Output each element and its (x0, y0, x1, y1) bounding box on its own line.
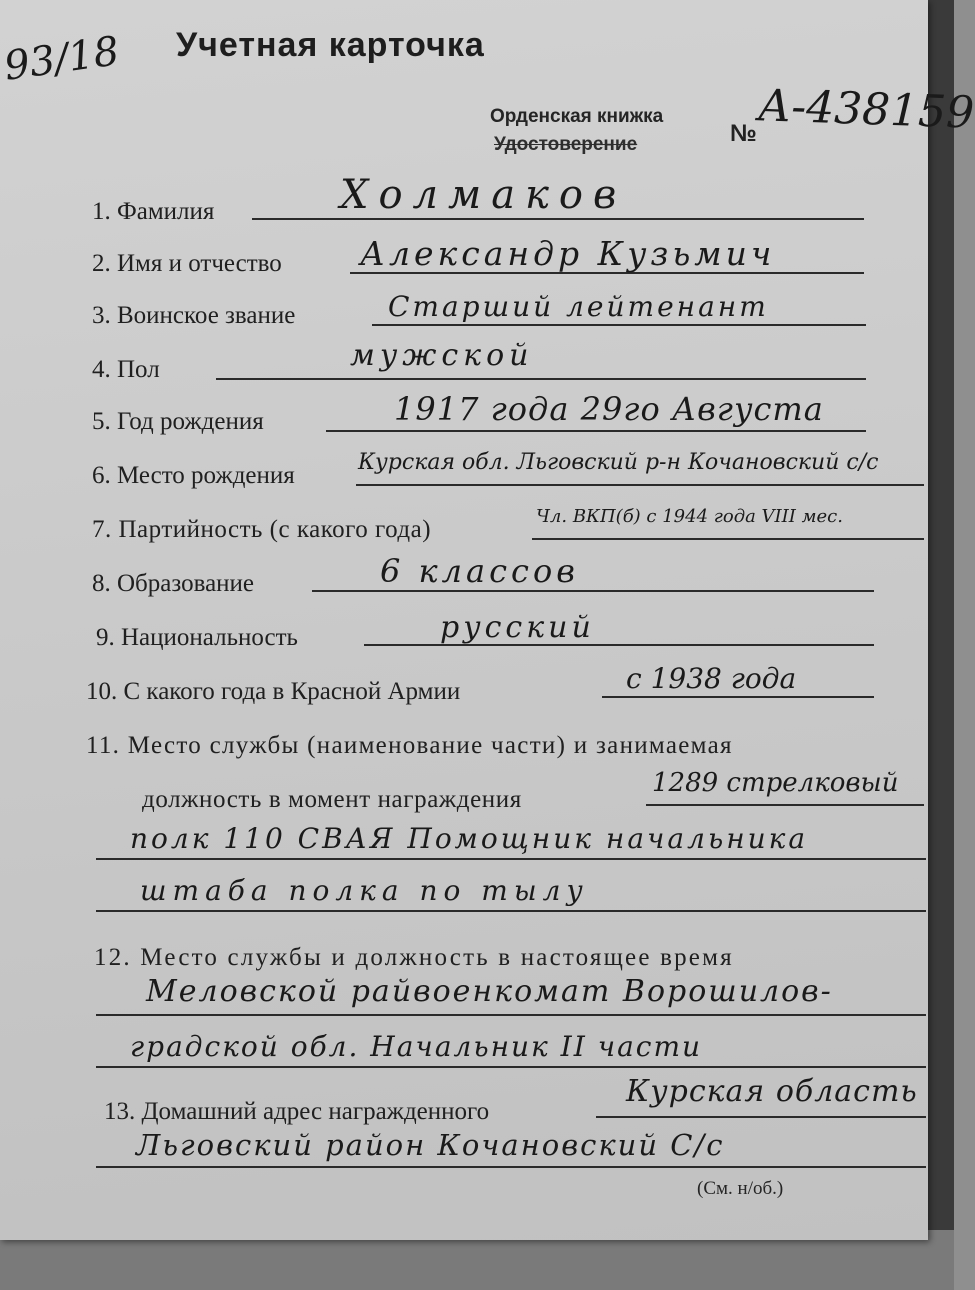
field-value-nationality: русский (440, 610, 595, 645)
field-value-name: Александр Кузьмич (360, 234, 776, 273)
field-value-party: Чл. ВКП(б) с 1944 года VIII мес. (536, 506, 843, 527)
underline-party (532, 538, 924, 540)
field-label-surname: 1. Фамилия (92, 198, 215, 225)
field-value-rank: Старший лейтенант (388, 290, 769, 323)
field-value-service-place-1: 1289 стрелковый (652, 768, 899, 798)
field-value-education: 6 классов (380, 552, 579, 590)
field-label-birthplace: 6. Место рождения (92, 462, 295, 489)
field-label-service-place-2: должность в момент награждения (142, 786, 522, 813)
field-value-surname: Холмаков (340, 172, 627, 218)
underline-rank (372, 324, 866, 326)
field-label-party: 7. Партийность (с какого года) (92, 516, 432, 543)
underline-birthplace (356, 484, 924, 486)
field-value-army-year: с 1938 года (626, 662, 797, 695)
field-value-birth-year: 1917 года 29го Августа (394, 390, 824, 428)
field-value-home-address-1: Курская область (626, 1074, 918, 1109)
corner-handwritten-note: 93/18 (1, 28, 122, 90)
underline-service-place-1 (646, 804, 924, 806)
field-label-sex: 4. Пол (92, 356, 160, 383)
underline-education (312, 590, 874, 592)
underline-current-service-2 (96, 1066, 926, 1068)
certificate-label-struck: Удостоверение (494, 134, 638, 155)
see-reverse-note: (См. н/об.) (697, 1178, 784, 1199)
field-value-current-service-2: градской обл. Начальник II части (130, 1030, 703, 1063)
field-label-current-service: 12. Место службы и должность в настоящее время (94, 944, 734, 971)
field-label-name: 2. Имя и отчество (92, 250, 282, 277)
field-value-home-address-2: Льговский район Кочановский С/с (136, 1128, 725, 1162)
underline-birth-year (326, 430, 866, 432)
underline-home-address-1 (596, 1116, 926, 1118)
order-book-label: Орденская книжка (490, 106, 664, 127)
underline-service-place-2 (96, 858, 926, 860)
field-label-rank: 3. Воинское звание (92, 302, 296, 329)
underline-sex (216, 378, 866, 380)
field-value-service-place-2: полк 110 СВАЯ Помощник начальника (130, 822, 809, 855)
number-sign: № (730, 120, 757, 147)
order-book-number: А-438159 (757, 80, 975, 139)
field-label-home-address: 13. Домашний адрес награжденного (104, 1098, 490, 1125)
field-value-current-service-1: Меловской райвоенкомат Ворошилов- (146, 974, 833, 1009)
underline-service-place-3 (96, 910, 926, 912)
field-label-service-place-1: 11. Место службы (наименование части) и занимаемая (86, 732, 733, 759)
card-title: Учетная карточка (176, 26, 485, 64)
underline-current-service-1 (96, 1014, 926, 1016)
underline-surname (252, 218, 864, 220)
field-value-sex: мужской (350, 338, 534, 373)
field-value-service-place-3: штаба полка по тылу (140, 874, 589, 907)
field-label-birth-year: 5. Год рождения (92, 408, 264, 435)
field-label-nationality: 9. Национальность (96, 624, 298, 651)
field-value-birthplace: Курская обл. Льговский р-н Кочановский с/с (358, 450, 879, 475)
field-label-army-year: 10. С какого года в Красной Армии (86, 678, 461, 705)
underline-home-address-2 (96, 1166, 926, 1168)
field-label-education: 8. Образование (92, 570, 255, 597)
underline-army-year (602, 696, 874, 698)
